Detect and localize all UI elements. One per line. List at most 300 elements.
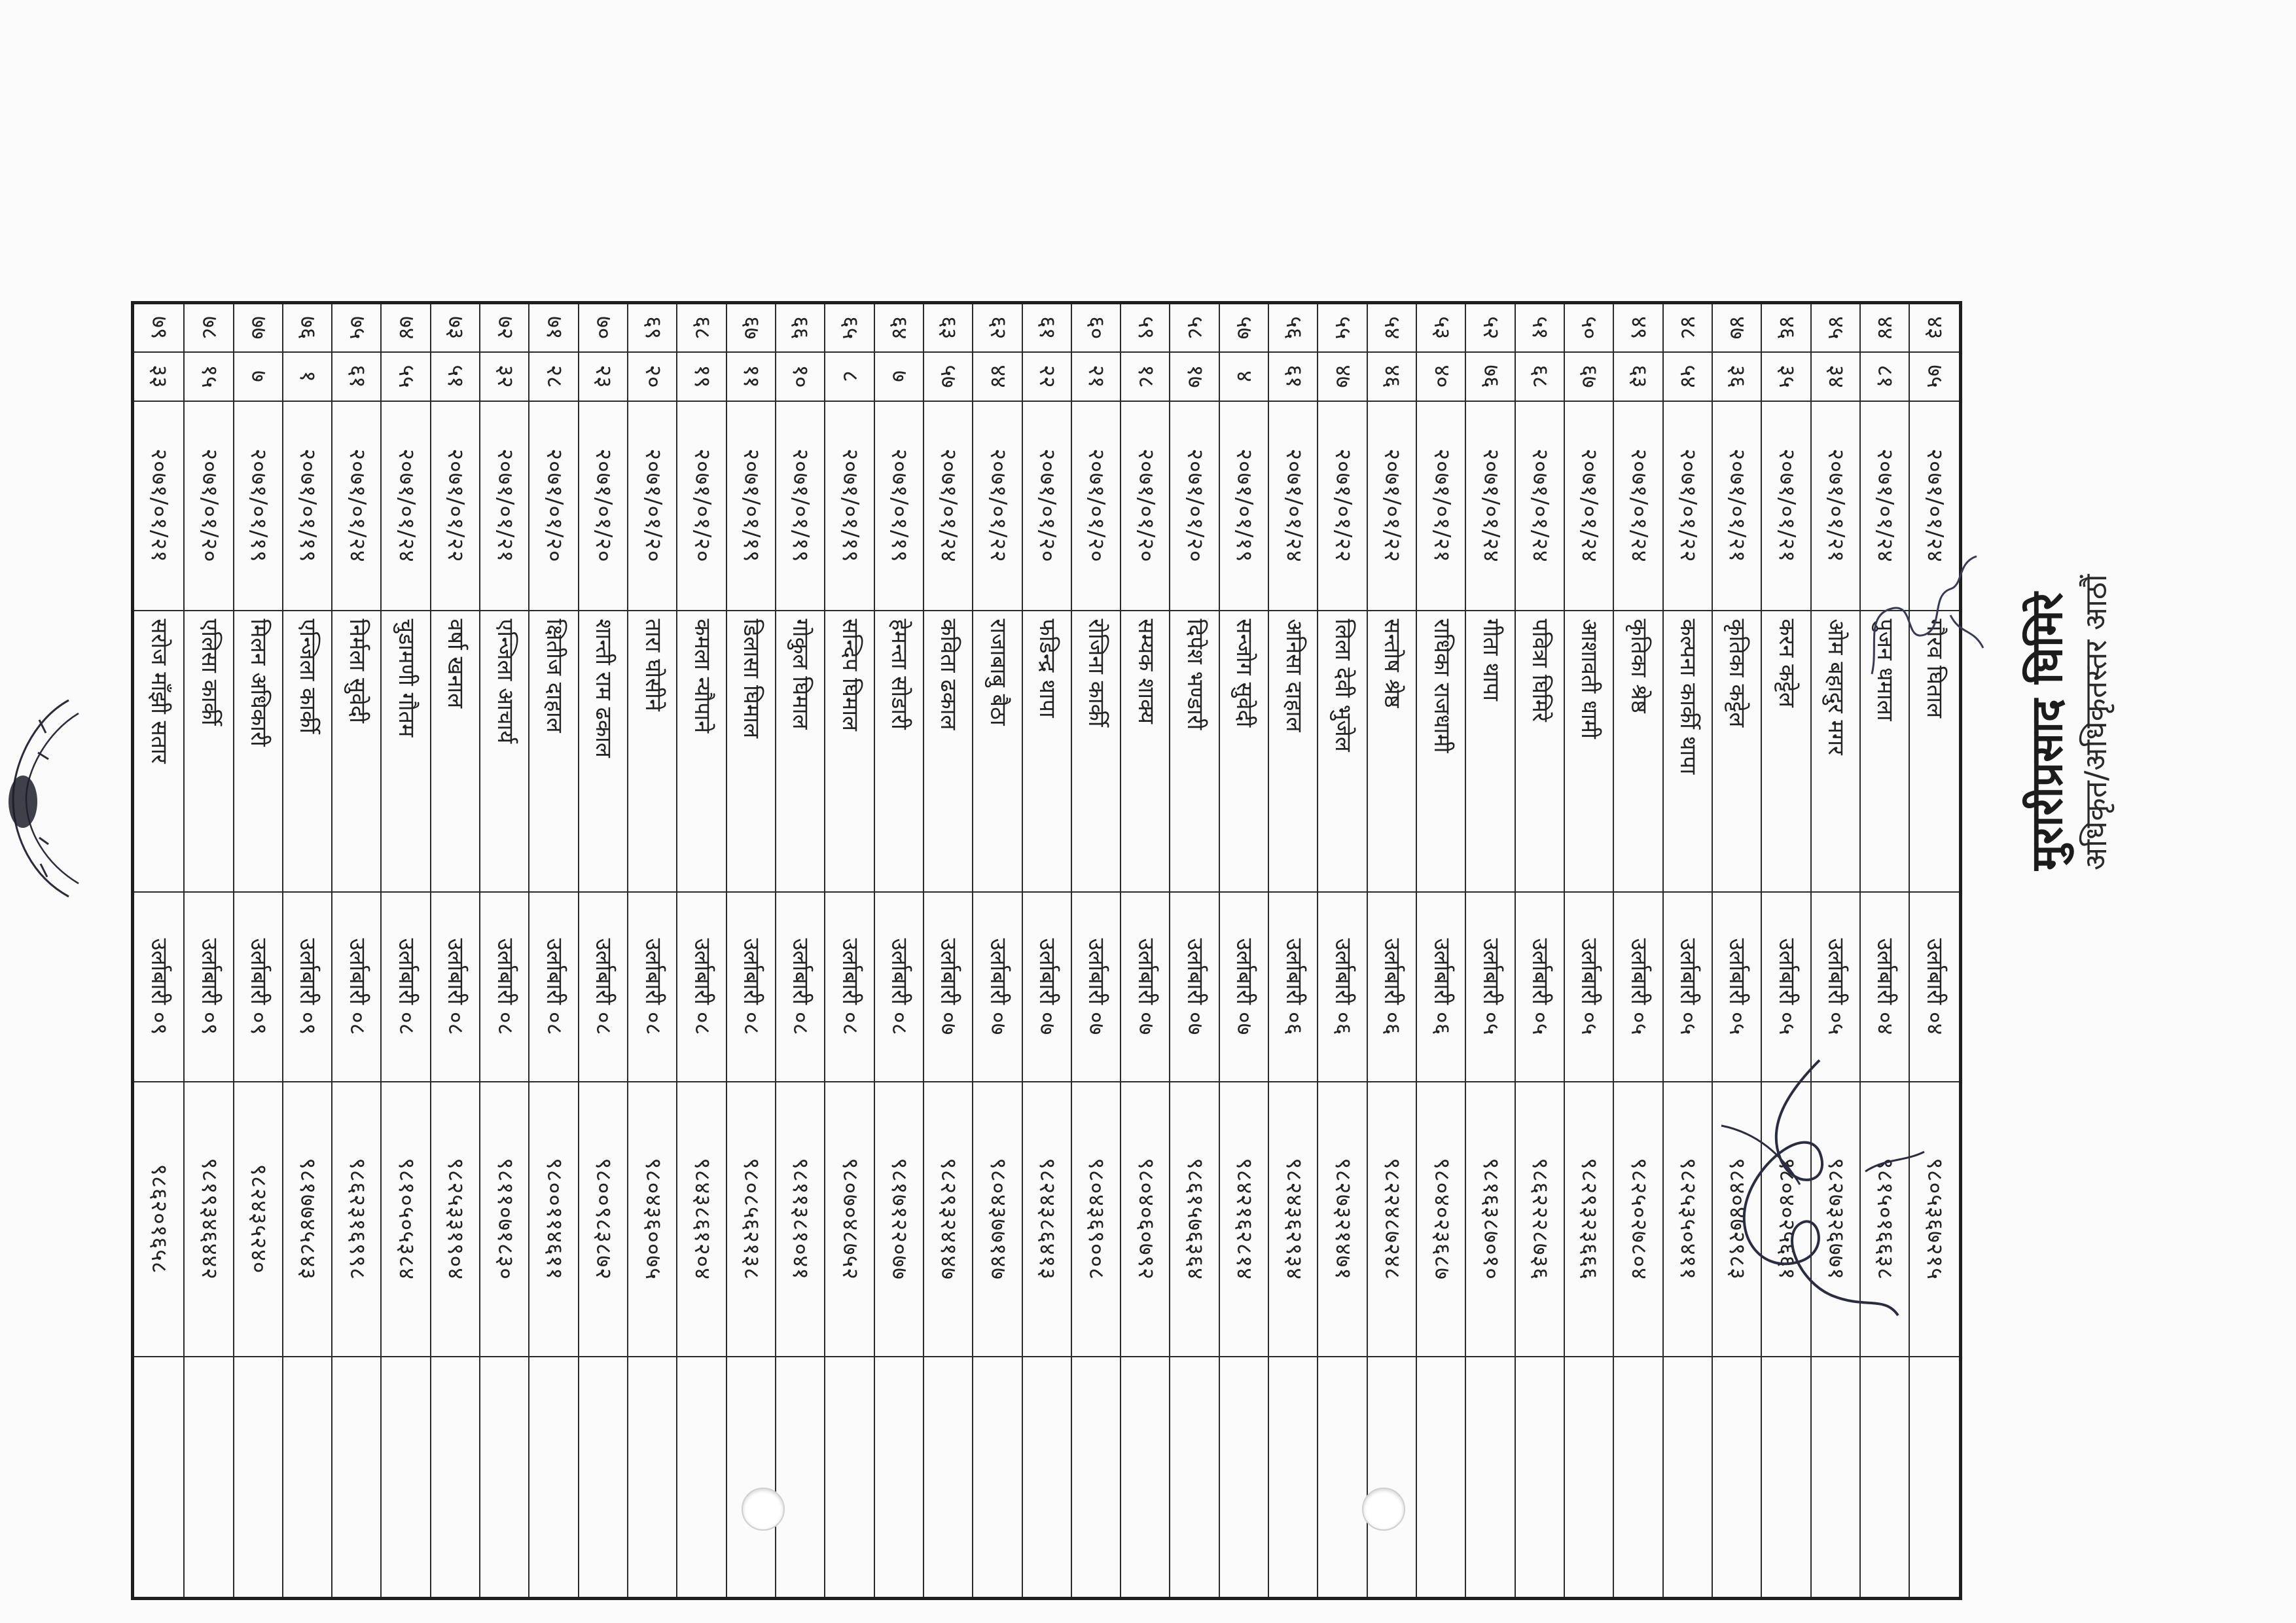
phone-number-cell: ९८१७७४५८४३	[283, 1082, 332, 1357]
form-number-cell: ५७	[924, 352, 973, 401]
form-number-cell: १७	[1170, 352, 1219, 401]
name-cell: राजाबाबु बैठा	[973, 611, 1022, 892]
phone-number-cell: ९८०४०२३६८७	[1416, 1082, 1465, 1357]
address-cell: उर्लाबारी ०५	[1712, 892, 1761, 1082]
form-number-cell: ५५	[382, 352, 431, 401]
table-body	[133, 303, 1961, 1599]
serial-number-cell: ५३	[1416, 303, 1465, 352]
serial-number-cell: ६४	[874, 303, 924, 352]
address-cell: उर्लाबारी ०७	[1219, 892, 1268, 1082]
phone-number-cell: ९८१९३४६४४२	[184, 1082, 233, 1357]
name-cell: पुजन धमाला	[1860, 611, 1909, 892]
form-number-cell: ४०	[1416, 352, 1465, 401]
address-cell: उर्लाबारी ०५	[1515, 892, 1564, 1082]
form-number-cell: ७६	[1465, 352, 1515, 401]
address-cell: उर्लाबारी ०६	[1268, 892, 1318, 1082]
remarks-cell	[628, 1357, 677, 1599]
phone-number-cell: ९८०५३६७२१५	[1909, 1082, 1960, 1357]
form-number-cell: ७	[874, 352, 924, 401]
remarks-cell	[1663, 1357, 1712, 1599]
serial-number-cell: ७५	[332, 303, 381, 352]
punch-hole	[1362, 1488, 1405, 1531]
form-number-cell: ५१	[431, 352, 480, 401]
serial-number-cell: ७३	[431, 303, 480, 352]
name-cell: कृतिका कट्टेल	[1712, 611, 1761, 892]
serial-number-cell: ६८	[677, 303, 726, 352]
date-cell: २०७१/०१/२१	[1712, 401, 1761, 611]
serial-number-cell: ५२	[1465, 303, 1515, 352]
serial-number-cell: ७८	[184, 303, 233, 352]
date-cell: २०७१/०१/२०	[1071, 401, 1121, 611]
date-cell: २०७१/०१/२०	[184, 401, 233, 611]
phone-number-cell: ९८०८५६२१३८	[726, 1082, 776, 1357]
address-cell: उर्लाबारी ०५	[1465, 892, 1515, 1082]
phone-number-cell: ९८०७०४८७५२	[825, 1082, 874, 1357]
table-row	[234, 303, 283, 1599]
punch-hole	[742, 1488, 785, 1531]
remarks-cell	[283, 1357, 332, 1599]
phone-number-cell: ९८२४३६२९३४	[1268, 1082, 1318, 1357]
table-row	[1367, 303, 1416, 1599]
address-cell: उर्लाबारी ०८	[628, 892, 677, 1082]
table-row	[529, 303, 578, 1599]
serial-number-cell: ७७	[234, 303, 283, 352]
form-number-cell: ४६	[1367, 352, 1416, 401]
address-cell: उर्लाबारी ०८	[529, 892, 578, 1082]
serial-number-cell: ६२	[973, 303, 1022, 352]
remarks-cell	[1170, 1357, 1219, 1599]
form-number-cell: ३६	[1712, 352, 1761, 401]
serial-number-cell: ६१	[1022, 303, 1071, 352]
address-cell: उर्लाबारी ०५	[1613, 892, 1662, 1082]
table-row	[1416, 303, 1465, 1599]
serial-number-cell: ७०	[579, 303, 628, 352]
phone-number-cell: ९८४३८६१२०४	[677, 1082, 726, 1357]
name-cell: फडिन्द्र थापा	[1022, 611, 1071, 892]
signatory-name: मुरारीप्रसाद घिमिरे	[2022, 592, 2072, 870]
form-number-cell: १८	[1121, 352, 1170, 401]
data-table	[131, 301, 1962, 1600]
name-cell: डिलासा घिमाल	[726, 611, 776, 892]
date-cell: २०७१/०१/२०	[1170, 401, 1219, 611]
remarks-cell	[1318, 1357, 1367, 1599]
table-row	[1613, 303, 1662, 1599]
table-row	[776, 303, 825, 1599]
date-cell: २०७१/०१/१९	[234, 401, 283, 611]
form-number-cell: १९	[677, 352, 726, 401]
date-cell: २०७१/०१/२१	[133, 401, 185, 611]
address-cell: उर्लाबारी ०७	[1170, 892, 1219, 1082]
address-cell: उर्लाबारी ०८	[382, 892, 431, 1082]
signatory-title: अधिकृत/अधिकृतस्तर आठौं	[2078, 574, 2113, 870]
date-cell: २०७१/०१/२४	[382, 401, 431, 611]
address-cell: उर्लाबारी ०८	[874, 892, 924, 1082]
address-cell: उर्लाबारी ०५	[1811, 892, 1860, 1082]
remarks-cell	[1860, 1357, 1909, 1599]
table-row	[133, 303, 185, 1599]
serial-number-cell: ५०	[1564, 303, 1613, 352]
form-number-cell: ६१	[332, 352, 381, 401]
date-cell: २०७१/०१/१९	[1219, 401, 1268, 611]
date-cell: २०७१/०१/२२	[973, 401, 1022, 611]
table-row	[677, 303, 726, 1599]
form-number-cell: ८१	[1860, 352, 1909, 401]
remarks-cell	[382, 1357, 431, 1599]
phone-number-cell: ९८२७३२१४७१	[1318, 1082, 1367, 1357]
date-cell: २०७१/०१/२२	[1367, 401, 1416, 611]
serial-number-cell: ६९	[628, 303, 677, 352]
date-cell: २०७१/०१/२१	[1416, 401, 1465, 611]
serial-number-cell: ७४	[382, 303, 431, 352]
remarks-cell	[1515, 1357, 1564, 1599]
remarks-cell	[133, 1357, 185, 1599]
remarks-cell	[1761, 1357, 1810, 1599]
name-cell: तारा घोसीने	[628, 611, 677, 892]
date-cell: २०७१/०१/२२	[1663, 401, 1712, 611]
date-cell: २०७१/०१/१९	[825, 401, 874, 611]
remarks-cell	[1909, 1357, 1960, 1599]
table-row	[1663, 303, 1712, 1599]
form-number-cell: ६८	[1515, 352, 1564, 401]
remarks-cell	[529, 1357, 578, 1599]
phone-number-cell: ९८२९३२४१४७	[924, 1082, 973, 1357]
form-number-cell: ४७	[1318, 352, 1367, 401]
form-number-cell: ३४	[1811, 352, 1860, 401]
table-row	[1811, 303, 1860, 1599]
name-cell: कृतिका श्रेष्ठ	[1613, 611, 1662, 892]
serial-number-cell: ४६	[1761, 303, 1810, 352]
table-row	[431, 303, 480, 1599]
remarks-cell	[184, 1357, 233, 1599]
form-number-cell: ४४	[973, 352, 1022, 401]
phone-number-cell: ९८००११४६११	[529, 1082, 578, 1357]
form-number-cell: ३२	[480, 352, 529, 401]
address-cell: उर्लाबारी ०७	[1022, 892, 1071, 1082]
serial-number-cell: ६७	[726, 303, 776, 352]
serial-number-cell: ७१	[529, 303, 578, 352]
phone-number-cell: ९८०४०२५६६१	[1761, 1082, 1810, 1357]
name-cell: सन्तोष श्रेष्ठ	[1367, 611, 1416, 892]
office-stamp	[7, 694, 85, 903]
name-cell: ओम बहादुर मगर	[1811, 611, 1860, 892]
form-number-cell: १५	[184, 352, 233, 401]
phone-number-cell: ९८१६३८७०१०	[1465, 1082, 1515, 1357]
table-row	[579, 303, 628, 1599]
form-number-cell: ७५	[1909, 352, 1960, 401]
date-cell: २०७१/०१/१९	[726, 401, 776, 611]
date-cell: २०७१/०१/२४	[1268, 401, 1318, 611]
table-row	[1121, 303, 1170, 1599]
phone-number-cell: ९८०४३७७१४७	[973, 1082, 1022, 1357]
date-cell: २०७१/०१/२४	[1465, 401, 1515, 611]
remarks-cell	[1613, 1357, 1662, 1599]
signature-block	[2003, 419, 2238, 890]
serial-number-cell: ६३	[924, 303, 973, 352]
serial-number-cell: ५५	[1318, 303, 1367, 352]
name-cell: क्षितीज दाहाल	[529, 611, 578, 892]
serial-number-cell: ४९	[1613, 303, 1662, 352]
remarks-cell	[1071, 1357, 1121, 1599]
form-number-cell: २१	[1071, 352, 1121, 401]
serial-number-cell: ५९	[1121, 303, 1170, 352]
phone-number-cell: ९८६२२२८७३६	[1515, 1082, 1564, 1357]
date-cell: २०७१/०१/२१	[1761, 401, 1810, 611]
remarks-cell	[332, 1357, 381, 1599]
form-number-cell: ६७	[1564, 352, 1613, 401]
address-cell: उर्लाबारी ०८	[332, 892, 381, 1082]
table-row	[332, 303, 381, 1599]
phone-number-cell: ९८२४३५२४०	[234, 1082, 283, 1357]
remarks-cell	[973, 1357, 1022, 1599]
date-cell: २०७१/०१/२४	[1515, 401, 1564, 611]
phone-number-cell: ९८२२४८७२४८	[1367, 1082, 1416, 1357]
name-cell: करन कट्टेल	[1761, 611, 1810, 892]
address-cell: उर्लाबारी ०४	[1909, 892, 1960, 1082]
date-cell: २०७१/०१/२१	[1811, 401, 1860, 611]
phone-number-cell: ९८४०४७२९८३	[1712, 1082, 1761, 1357]
serial-number-cell: ६६	[776, 303, 825, 352]
address-cell: उर्लाबारी ०५	[1663, 892, 1712, 1082]
form-number-cell: ११	[726, 352, 776, 401]
address-cell: उर्लाबारी ०७	[973, 892, 1022, 1082]
date-cell: २०७१/०१/२०	[1022, 401, 1071, 611]
address-cell: उर्लाबारी ०८	[579, 892, 628, 1082]
serial-number-cell: ४५	[1811, 303, 1860, 352]
form-number-cell: २३	[579, 352, 628, 401]
serial-number-cell: ६५	[825, 303, 874, 352]
remarks-cell	[1811, 1357, 1860, 1599]
address-cell: उर्लाबारी ०८	[431, 892, 480, 1082]
remarks-cell	[924, 1357, 973, 1599]
table-row	[1219, 303, 1268, 1599]
table-row	[825, 303, 874, 1599]
remarks-cell	[431, 1357, 480, 1599]
remarks-cell	[1022, 1357, 1071, 1599]
date-cell: २०७१/०१/२१	[480, 401, 529, 611]
phone-number-cell: ९८६२३१६९९८	[332, 1082, 381, 1357]
phone-number-cell: ९८२५३५०४११	[1663, 1082, 1712, 1357]
name-cell: शान्ती राम ढकाल	[579, 611, 628, 892]
name-cell: कमला न्यौपाने	[677, 611, 726, 892]
remarks-cell	[1268, 1357, 1318, 1599]
phone-number-cell: ९८६२०१६५८	[133, 1082, 185, 1357]
address-cell: उर्लाबारी ०८	[480, 892, 529, 1082]
form-number-cell: २०	[628, 352, 677, 401]
table-row	[1022, 303, 1071, 1599]
name-cell: सम्यक शाक्य	[1121, 611, 1170, 892]
form-number-cell: ३३	[133, 352, 185, 401]
serial-number-cell: ५६	[1268, 303, 1318, 352]
handwritten-initial	[1852, 537, 2003, 694]
name-cell: एन्जिला आचार्य	[480, 611, 529, 892]
date-cell: २०७१/०१/२०	[677, 401, 726, 611]
form-number-cell: १०	[776, 352, 825, 401]
date-cell: २०७१/०१/१९	[283, 401, 332, 611]
address-cell: उर्लाबारी ०९	[283, 892, 332, 1082]
phone-number-cell: ९८२४३८६४१३	[1022, 1082, 1071, 1357]
serial-number-cell: ५१	[1515, 303, 1564, 352]
form-number-cell: २८	[529, 352, 578, 401]
address-cell: उर्लाबारी ०८	[825, 892, 874, 1082]
table-row	[1909, 303, 1960, 1599]
phone-number-cell: ९८४२१६२८१४	[1219, 1082, 1268, 1357]
table-row	[1515, 303, 1564, 1599]
name-cell: आशावती धामी	[1564, 611, 1613, 892]
remarks-cell	[1465, 1357, 1515, 1599]
remarks-cell	[1367, 1357, 1416, 1599]
name-cell: कल्पना कार्की थापा	[1663, 611, 1712, 892]
date-cell: २०७१/०१/१९	[776, 401, 825, 611]
name-cell: चुडामणी गौतम	[382, 611, 431, 892]
phone-number-cell: ९८१५०१६६३८	[1860, 1082, 1909, 1357]
form-number-cell: ५४	[1663, 352, 1712, 401]
serial-number-cell: ४४	[1860, 303, 1909, 352]
serial-number-cell: ७६	[283, 303, 332, 352]
phone-number-cell: ९८०४३६९००८	[1071, 1082, 1121, 1357]
table-row	[874, 303, 924, 1599]
serial-number-cell: ५४	[1367, 303, 1416, 352]
serial-number-cell: ४७	[1712, 303, 1761, 352]
name-cell: सरोज माँझी सतार	[133, 611, 185, 892]
name-cell: अनिसा दाहाल	[1268, 611, 1318, 892]
date-cell: २०७१/०१/२०	[628, 401, 677, 611]
form-number-cell: ४	[1219, 352, 1268, 401]
phone-number-cell: ९८११०७१८३०	[480, 1082, 529, 1357]
serial-number-cell: ४३	[1909, 303, 1960, 352]
name-cell: मिलन अधिकारी	[234, 611, 283, 892]
address-cell: उर्लाबारी ०६	[1416, 892, 1465, 1082]
address-cell: उर्लाबारी ०७	[924, 892, 973, 1082]
address-cell: उर्लाबारी ०६	[1318, 892, 1367, 1082]
phone-number-cell: ९८००९८३८७२	[579, 1082, 628, 1357]
address-cell: उर्लाबारी ०९	[234, 892, 283, 1082]
name-cell: सन्जोग सुवेदी	[1219, 611, 1268, 892]
form-number-cell: ८	[825, 352, 874, 401]
table-row	[1761, 303, 1810, 1599]
date-cell: २०७१/०१/२०	[529, 401, 578, 611]
address-cell: उर्लाबारी ०६	[1367, 892, 1416, 1082]
phone-number-cell: ९८०४३६००७५	[628, 1082, 677, 1357]
form-number-cell: ६१	[1268, 352, 1318, 401]
address-cell: उर्लाबारी ०८	[776, 892, 825, 1082]
name-cell: निर्मला सुवेदी	[332, 611, 381, 892]
remarks-cell	[1712, 1357, 1761, 1599]
name-cell: सन्दिप घिमाल	[825, 611, 874, 892]
date-cell: २०७१/०१/२४	[1909, 401, 1960, 611]
address-cell: उर्लाबारी ०४	[1860, 892, 1909, 1082]
table-row	[973, 303, 1022, 1599]
form-number-cell: ७	[234, 352, 283, 401]
name-cell: वर्षा खनाल	[431, 611, 480, 892]
serial-number-cell: ५८	[1170, 303, 1219, 352]
phone-number-cell: ९८१०५०५३८४	[382, 1082, 431, 1357]
table-row	[480, 303, 529, 1599]
date-cell: २०७१/०१/२०	[579, 401, 628, 611]
name-cell: गोकुल घिमाल	[776, 611, 825, 892]
phone-number-cell: ९८६१५७६३६४	[1170, 1082, 1219, 1357]
serial-number-cell: ४८	[1663, 303, 1712, 352]
serial-number-cell: ५७	[1219, 303, 1268, 352]
name-cell: राधिका राजधामी	[1416, 611, 1465, 892]
table-row	[1860, 303, 1909, 1599]
data-table-frame	[131, 301, 1962, 1597]
table-row	[1170, 303, 1219, 1599]
phone-number-cell: ९८१७१२२०७७	[874, 1082, 924, 1357]
phone-number-cell: ९८२७३२६७७१	[1811, 1082, 1860, 1357]
name-cell: पवित्रा घिमिरे	[1515, 611, 1564, 892]
remarks-cell	[579, 1357, 628, 1599]
remarks-cell	[1219, 1357, 1268, 1599]
name-cell: एन्जिला कार्की	[283, 611, 332, 892]
phone-number-cell: ९८२९३२३६६६	[1564, 1082, 1613, 1357]
date-cell: २०७१/०१/१९	[874, 401, 924, 611]
phone-number-cell: ९८२५०२७८०४	[1613, 1082, 1662, 1357]
date-cell: २०७१/०१/२२	[431, 401, 480, 611]
form-number-cell: ३५	[1761, 352, 1810, 401]
date-cell: २०७१/०१/२४	[1613, 401, 1662, 611]
remarks-cell	[677, 1357, 726, 1599]
name-cell: गीता थापा	[1465, 611, 1515, 892]
table-row	[628, 303, 677, 1599]
date-cell: २०७१/०१/२४	[332, 401, 381, 611]
name-cell: लिला देवी भुजेल	[1318, 611, 1367, 892]
remarks-cell	[1416, 1357, 1465, 1599]
remarks-cell	[1564, 1357, 1613, 1599]
serial-number-cell: ६०	[1071, 303, 1121, 352]
phone-number-cell: ९८२५३३१९०४	[431, 1082, 480, 1357]
remarks-cell	[234, 1357, 283, 1599]
table-row	[726, 303, 776, 1599]
name-cell: हेमन्ता सोडारी	[874, 611, 924, 892]
remarks-cell	[1121, 1357, 1170, 1599]
date-cell: २०७१/०१/२०	[1121, 401, 1170, 611]
table-row	[184, 303, 233, 1599]
serial-number-cell: ७९	[133, 303, 185, 352]
remarks-cell	[776, 1357, 825, 1599]
name-cell: रोजिना कार्की	[1071, 611, 1121, 892]
table-row	[1564, 303, 1613, 1599]
address-cell: उर्लाबारी ०५	[1564, 892, 1613, 1082]
table-row	[283, 303, 332, 1599]
form-number-cell: २२	[1022, 352, 1071, 401]
name-cell: एलिसा कार्की	[184, 611, 233, 892]
phone-number-cell: ९८११३८१०४१	[776, 1082, 825, 1357]
serial-number-cell: ७२	[480, 303, 529, 352]
remarks-cell	[825, 1357, 874, 1599]
remarks-cell	[480, 1357, 529, 1599]
address-cell: उर्लाबारी ०८	[726, 892, 776, 1082]
date-cell: २०७१/०१/२४	[1564, 401, 1613, 611]
remarks-cell	[726, 1357, 776, 1599]
remarks-cell	[874, 1357, 924, 1599]
phone-number-cell: ९८०४०६०७९२	[1121, 1082, 1170, 1357]
date-cell: २०७१/०१/२४	[924, 401, 973, 611]
name-cell: कविता ढकाल	[924, 611, 973, 892]
date-cell: २०७१/०१/२४	[1860, 401, 1909, 611]
address-cell: उर्लाबारी ०९	[133, 892, 185, 1082]
table-row	[924, 303, 973, 1599]
table-row	[1071, 303, 1121, 1599]
address-cell: उर्लाबारी ०७	[1121, 892, 1170, 1082]
table-row	[1712, 303, 1761, 1599]
address-cell: उर्लाबारी ०७	[1071, 892, 1121, 1082]
address-cell: उर्लाबारी ०८	[677, 892, 726, 1082]
table-row	[1268, 303, 1318, 1599]
scribble-signature	[1669, 1047, 1944, 1329]
name-cell: दिपेश भण्डारी	[1170, 611, 1219, 892]
table-row	[1318, 303, 1367, 1599]
address-cell: उर्लाबारी ०५	[1761, 892, 1810, 1082]
